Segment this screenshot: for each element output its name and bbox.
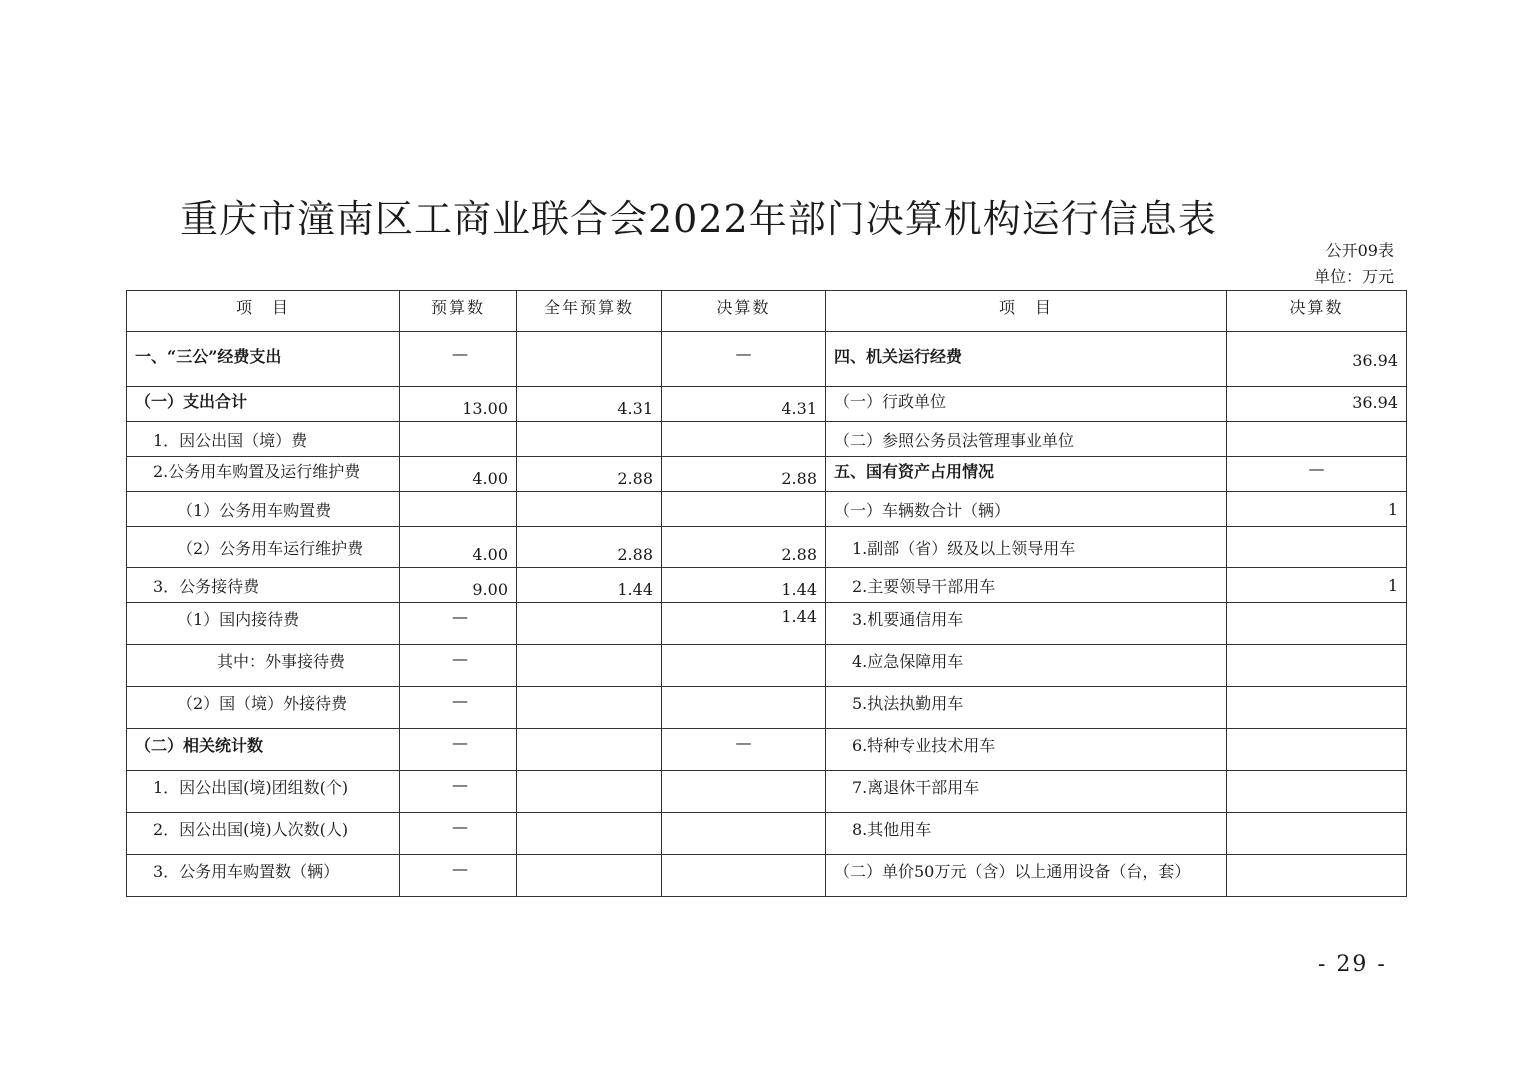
- row-actual: [662, 687, 826, 729]
- row-item-left: 1．因公出国（境）费: [127, 422, 400, 457]
- row-item-left: （二）相关统计数: [127, 729, 400, 771]
- row-item-right: （二）单价50万元（含）以上通用设备（台，套）: [826, 855, 1227, 897]
- row-item-right: 四、机关运行经费: [826, 332, 1227, 387]
- row-budget: 4.00: [400, 527, 517, 568]
- row-item-right: （二）参照公务员法管理事业单位: [826, 422, 1227, 457]
- row-actual: [662, 855, 826, 897]
- row-right-value: [1227, 645, 1407, 687]
- row-actual: [662, 422, 826, 457]
- row-annual: [517, 332, 662, 387]
- table-row: [127, 687, 1407, 729]
- row-actual: 4.31: [662, 387, 826, 422]
- table-row: [127, 457, 1407, 492]
- table-row: [127, 332, 1407, 387]
- unit-label: 单位：万元: [1313, 267, 1394, 286]
- row-item-left: 一、“三公”经费支出: [127, 332, 400, 387]
- row-actual: [662, 771, 826, 813]
- row-right-value: [1227, 603, 1407, 645]
- table-row: [127, 387, 1407, 422]
- row-right-value: [1227, 813, 1407, 855]
- row-item-left: （2）公务用车运行维护费: [127, 527, 400, 568]
- row-budget: —: [400, 332, 517, 387]
- row-item-left: 1．因公出国(境)团组数(个): [127, 771, 400, 813]
- row-right-value: [1227, 855, 1407, 897]
- row-item-right: 3.机要通信用车: [826, 603, 1227, 645]
- table-row: [127, 492, 1407, 527]
- table-row: [127, 603, 1407, 645]
- row-budget: 13.00: [400, 387, 517, 422]
- row-actual: [662, 645, 826, 687]
- table-header-row: [127, 291, 1407, 332]
- table-row: [127, 422, 1407, 457]
- row-annual: [517, 603, 662, 645]
- header-annual-budget: 全年预算数: [517, 291, 662, 332]
- row-right-value: 36.94: [1227, 387, 1407, 422]
- row-actual: 1.44: [662, 568, 826, 603]
- row-actual: —: [662, 729, 826, 771]
- row-item-left: （1）公务用车购置费: [127, 492, 400, 527]
- row-right-value: 36.94: [1227, 332, 1407, 387]
- row-item-left: 其中：外事接待费: [127, 645, 400, 687]
- table-row: [127, 568, 1407, 603]
- row-item-left: （一）支出合计: [127, 387, 400, 422]
- row-annual: [517, 729, 662, 771]
- row-item-right: （一）行政单位: [826, 387, 1227, 422]
- row-annual: [517, 855, 662, 897]
- row-right-value: [1227, 422, 1407, 457]
- header-actual-right: 决算数: [1227, 291, 1407, 332]
- row-annual: 1.44: [517, 568, 662, 603]
- row-item-left: 3．公务接待费: [127, 568, 400, 603]
- row-right-value: [1227, 729, 1407, 771]
- row-item-right: 7.离退休干部用车: [826, 771, 1227, 813]
- row-annual: 2.88: [517, 527, 662, 568]
- row-right-value: 1: [1227, 492, 1407, 527]
- row-annual: [517, 422, 662, 457]
- row-budget: —: [400, 729, 517, 771]
- row-item-right: 6.特种专业技术用车: [826, 729, 1227, 771]
- row-item-right: 2.主要领导干部用车: [826, 568, 1227, 603]
- page-number: - 29 -: [1318, 952, 1387, 977]
- row-actual: 2.88: [662, 527, 826, 568]
- row-right-value: —: [1227, 457, 1407, 492]
- row-actual: [662, 492, 826, 527]
- header-budget: 预算数: [400, 291, 517, 332]
- row-actual: [662, 813, 826, 855]
- row-budget: 4.00: [400, 457, 517, 492]
- row-annual: [517, 492, 662, 527]
- row-item-right: 五、国有资产占用情况: [826, 457, 1227, 492]
- header-actual: 决算数: [662, 291, 826, 332]
- row-item-right: 5.执法执勤用车: [826, 687, 1227, 729]
- row-item-left: 2．因公出国(境)人次数(人): [127, 813, 400, 855]
- row-budget: 9.00: [400, 568, 517, 603]
- row-item-right: 8.其他用车: [826, 813, 1227, 855]
- row-right-value: 1: [1227, 568, 1407, 603]
- operating-info-table: [126, 290, 1407, 897]
- row-annual: 4.31: [517, 387, 662, 422]
- row-annual: [517, 645, 662, 687]
- table-row: [127, 729, 1407, 771]
- header-item-left: 项 目: [127, 291, 400, 332]
- row-annual: 2.88: [517, 457, 662, 492]
- row-item-left: （2）国（境）外接待费: [127, 687, 400, 729]
- row-item-right: （一）车辆数合计（辆）: [826, 492, 1227, 527]
- row-budget: —: [400, 645, 517, 687]
- row-item-left: 2.公务用车购置及运行维护费: [127, 457, 400, 492]
- row-actual: —: [662, 332, 826, 387]
- row-right-value: [1227, 771, 1407, 813]
- row-annual: [517, 687, 662, 729]
- table-row: [127, 813, 1407, 855]
- row-item-left: 3．公务用车购置数（辆）: [127, 855, 400, 897]
- row-actual: 1.44: [662, 603, 826, 645]
- row-budget: [400, 492, 517, 527]
- row-budget: [400, 422, 517, 457]
- row-item-left: （1）国内接待费: [127, 603, 400, 645]
- row-budget: —: [400, 603, 517, 645]
- row-budget: —: [400, 771, 517, 813]
- header-item-right: 项 目: [826, 291, 1227, 332]
- document-title: 重庆市潼南区工商业联合会2022年部门决算机构运行信息表: [180, 197, 1217, 241]
- table-code: 公开09表: [1325, 241, 1394, 260]
- row-budget: —: [400, 813, 517, 855]
- row-item-right: 4.应急保障用车: [826, 645, 1227, 687]
- row-actual: 2.88: [662, 457, 826, 492]
- row-budget: —: [400, 687, 517, 729]
- row-budget: —: [400, 855, 517, 897]
- table-row: [127, 771, 1407, 813]
- row-annual: [517, 813, 662, 855]
- table-row: [127, 527, 1407, 568]
- table-row: [127, 855, 1407, 897]
- table-row: [127, 645, 1407, 687]
- row-item-right: 1.副部（省）级及以上领导用车: [826, 527, 1227, 568]
- row-right-value: [1227, 527, 1407, 568]
- row-right-value: [1227, 687, 1407, 729]
- row-annual: [517, 771, 662, 813]
